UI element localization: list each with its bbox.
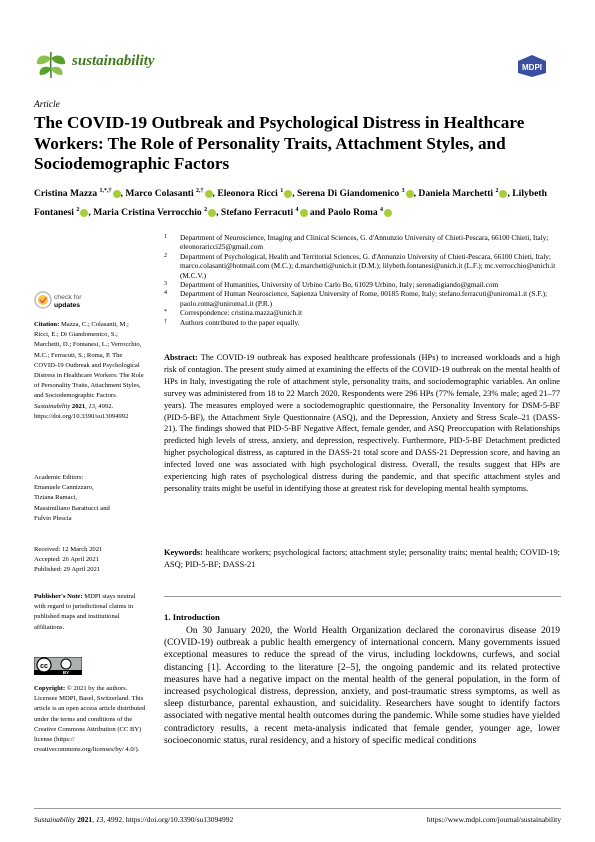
author-affiliation-marker: 1: [280, 188, 284, 194]
publisher-name: MDPI: [522, 63, 542, 72]
affiliations: [164, 233, 564, 327]
author-name: Stefano Ferracuti $^4$: [221, 207, 308, 218]
affiliation-number: 3: [164, 281, 167, 288]
author-affiliation-marker: 3: [401, 188, 405, 194]
copyright-notice: Copyright: © 2021 by the authors. Licensee MDPI, Basel, Switzerland. This article is an open access article distributed under the terms and conditions of the Creative Commons Attribution (CC BY) license (https:// creativecommons.org/licenses/by/ 4.0/).: [34, 685, 146, 754]
author-affiliation-marker: 2: [495, 188, 499, 194]
orcid-icon[interactable]: [80, 209, 88, 217]
orcid-icon[interactable]: [208, 209, 216, 217]
footer-citation: Sustainability 2021, 13, 4992. https://doi.org/10.3390/su13094992: [34, 815, 234, 824]
author-affiliation-marker: 4: [295, 207, 299, 214]
author-affiliation-marker: 4: [380, 207, 384, 214]
article-type: Article: [34, 100, 60, 110]
affiliation-number: †: [164, 318, 167, 325]
orcid-icon[interactable]: [284, 190, 292, 198]
affiliation-text: Correspondence: cristina.mazza@unich.it: [180, 308, 303, 318]
author-name: Eleonora Ricci $^1$: [217, 188, 292, 199]
affiliation-text: Authors contributed to the paper equally.: [180, 317, 300, 327]
author-name: Serena Di Giandomenico $^3$: [297, 188, 414, 199]
affiliation-number: *: [164, 309, 167, 316]
citation-block: Citation: Mazza, C.; Colasanti, M.; Ricci, E.; Di Giandomenico, S.; Marchetti, D.; Fontanesi, L.; Verrocchio, M.C.; Ferracuti, S.; Roma, P. The COVID-19 Outbreak and Psychological Distress in Healthcare Workers: The Role of Personality Traits, Attachment Styles, and Sociodemographic Factors. Sustainability 2021, 13, 4992. https://doi.org/10.3390/su13094992: [34, 321, 144, 420]
article-title: The COVID-19 Outbreak and Psychological Distress in Healthcare Workers: The Role of Personality Traits, Attachment Styles, and Sociodemographic Factors: [34, 113, 525, 173]
orcid-icon[interactable]: [205, 190, 213, 198]
intro-paragraph: On 30 January 2020, the World Health Organization declared the coronavirus disease 2019 (COVID-19) outbreak a public health emergency of international concern. Many governments issued exceptional measures to reduce the spread of the virus, including lockdowns, curfews, and social distancing [1]. According to the literature [2–5], the ongoing pandemic and its related protective measures have had a negative impact on the mental health of the general population, in the form of increased psychological distress, depression, anxiety, and post-traumatic stress symptoms, as well as sleep disturbance, parental exhaustion, and suicidality. Researchers have sought to identify factors associated with negative mental health outcomes during the pandemic. While some studies have yielded contradictory results, a recent meta-analysis indicated that female gender, younger age, lower socioeconomic status, rural residency, and a history of specific medical conditions: [164, 626, 560, 746]
publication-dates: Received: 12 March 2021 Accepted: 26 April 2021 Published: 29 April 2021: [34, 546, 103, 574]
affiliation-item: [164, 252, 564, 280]
by-label: BY: [62, 670, 70, 675]
cc-label: cc: [40, 663, 48, 670]
journal-logo-icon: [34, 48, 68, 80]
affiliation-number: 4: [164, 290, 167, 297]
affiliation-item: [164, 318, 564, 327]
orcid-icon[interactable]: [406, 190, 414, 198]
cc-by-license-icon[interactable]: [34, 657, 82, 675]
author-list: Cristina Mazza $^{1,*,\dagger}$ , Marco Colasanti $^{2,\dagger}$ , Eleonora Ricci $^1$ , Serena Di Giandomenico $^3$ , Daniela Marchetti $^2$ , Lilybeth Fontanesi $^2$ , Maria Cristina Verrocchio $^2$ , Stefano Ferracuti $^4$ and Paolo Roma $^4$: [34, 188, 547, 219]
footer-journal-url[interactable]: https://www.mdpi.com/journal/sustainability: [426, 815, 561, 824]
affiliation-item: [164, 289, 564, 308]
footer-divider: [34, 808, 561, 809]
affiliation-text: Department of Neuroscience, Imaging and Clinical Sciences, G. d'Annunzio University of Chieti-Pescara, 66100 Chieti, Italy; eleonoraricci25@gmail.com: [180, 233, 549, 252]
check-updates-label[interactable]: check for updates: [54, 294, 82, 309]
orcid-icon[interactable]: [300, 209, 308, 217]
affiliation-text: Department of Human Neuroscience, Sapienza University of Rome, 00185 Rome, Italy; stefano.ferracuti@uniroma1.it (S.F.); paolo.roma@uniroma1.it (P.R.): [180, 289, 548, 308]
affiliation-item: [164, 308, 564, 317]
journal-name: sustainability: [72, 53, 155, 69]
author-name: Lilybeth Fontanesi $^2$: [34, 188, 547, 219]
section-divider: [164, 596, 561, 597]
affiliation-text: Department of Psychological, Health and Territorial Sciences, G. d'Annunzio University of Chieti-Pescara, 66100 Chieti, Italy; marco.colasanti@hotmail.com (M.C.); d.marchetti@unich.it (D.M.); lilybeth.fontanesi@unich.it (L.F.); mc.verrocchio@unich.it (M.C.V.): [180, 251, 556, 280]
author-name: Marco Colasanti $^{2,\dagger}$: [125, 188, 212, 199]
orcid-icon[interactable]: [384, 209, 392, 217]
author-affiliation-marker: 2: [204, 207, 208, 214]
publisher-note: Publisher's Note: MDPI stays neutral with regard to jurisdictional claims in published maps and institutional affiliations.: [34, 593, 136, 631]
author-name: Paolo Roma $^4$: [328, 207, 392, 218]
orcid-icon[interactable]: [113, 190, 121, 198]
mdpi-logo-icon: [514, 55, 550, 77]
affiliation-number: 2: [164, 252, 167, 259]
affiliation-number: 1: [164, 234, 167, 240]
author-name: Cristina Mazza $^{1,*,\dagger}$: [34, 188, 121, 199]
affiliation-text: Department of Humanities, University of Urbino Carlo Bo, 61029 Urbino, Italy; serenadigiando@gmail.com: [180, 280, 499, 290]
author-name: Maria Cristina Verrocchio $^2$: [93, 207, 216, 218]
keywords: Keywords: healthcare workers; psychological factors; attachment style; personality traits; mental health; COVID-19; ASQ; PID-5-BF; DASS-21: [164, 548, 560, 569]
check-updates-icon[interactable]: [34, 291, 52, 309]
orcid-icon[interactable]: [499, 190, 507, 198]
academic-editors: Academic Editors: Emanuele Cannizzaro, Tiziana Ramaci, Massimiliano Barattucci and Fulvio Plescia: [34, 474, 110, 522]
abstract: Abstract: The COVID-19 outbreak has exposed healthcare professionals (HPs) to increased workloads and a high risk of contagion. The present study aimed at examining the effects of the COVID-19 outbreak on the mental health of HPs in Italy, investigating the role of attachment style, personality traits, and sociodemographic variables. An online survey was administered from 18 to 22 March 2020. Respondents were 296 HPs (77% female, 23% male; aged 21–77 years). The measures employed were a sociodemographic questionnaire, the Personality Inventory for DSM-5-BF (PID-5-BF), the Attachment Style Questionnaire (ASQ), and the Depression, Anxiety and Stress Scale–21 (DASS-21). The findings showed that PID-5-BF Negative Affect, female gender, and ASQ Preoccupation with Relationships predicted high levels of stress, anxiety, and depression, respectively. Furthermore, PID-5-BF Detachment predicted higher psychological distress, as captured in the DASS-21 total score and DASS-21 Depression score, and having an infected loved one was associated with high psychological distress. Overall, the results suggest that HPs are experiencing high rates of psychological distress during the pandemic, and that specific attachment styles and personality traits might be useful in identifying those at greatest risk for developing mental health symptoms.: [164, 353, 561, 493]
affiliation-item: [164, 233, 564, 252]
affiliation-item: [164, 280, 564, 289]
author-name: Daniela Marchetti $^2$: [418, 188, 507, 199]
author-affiliation-marker: 2: [76, 207, 80, 214]
author-affiliation-marker: 1,*,†: [99, 188, 112, 194]
author-affiliation-marker: 2,†: [196, 188, 204, 194]
section-title: 1. Introduction: [164, 612, 220, 622]
